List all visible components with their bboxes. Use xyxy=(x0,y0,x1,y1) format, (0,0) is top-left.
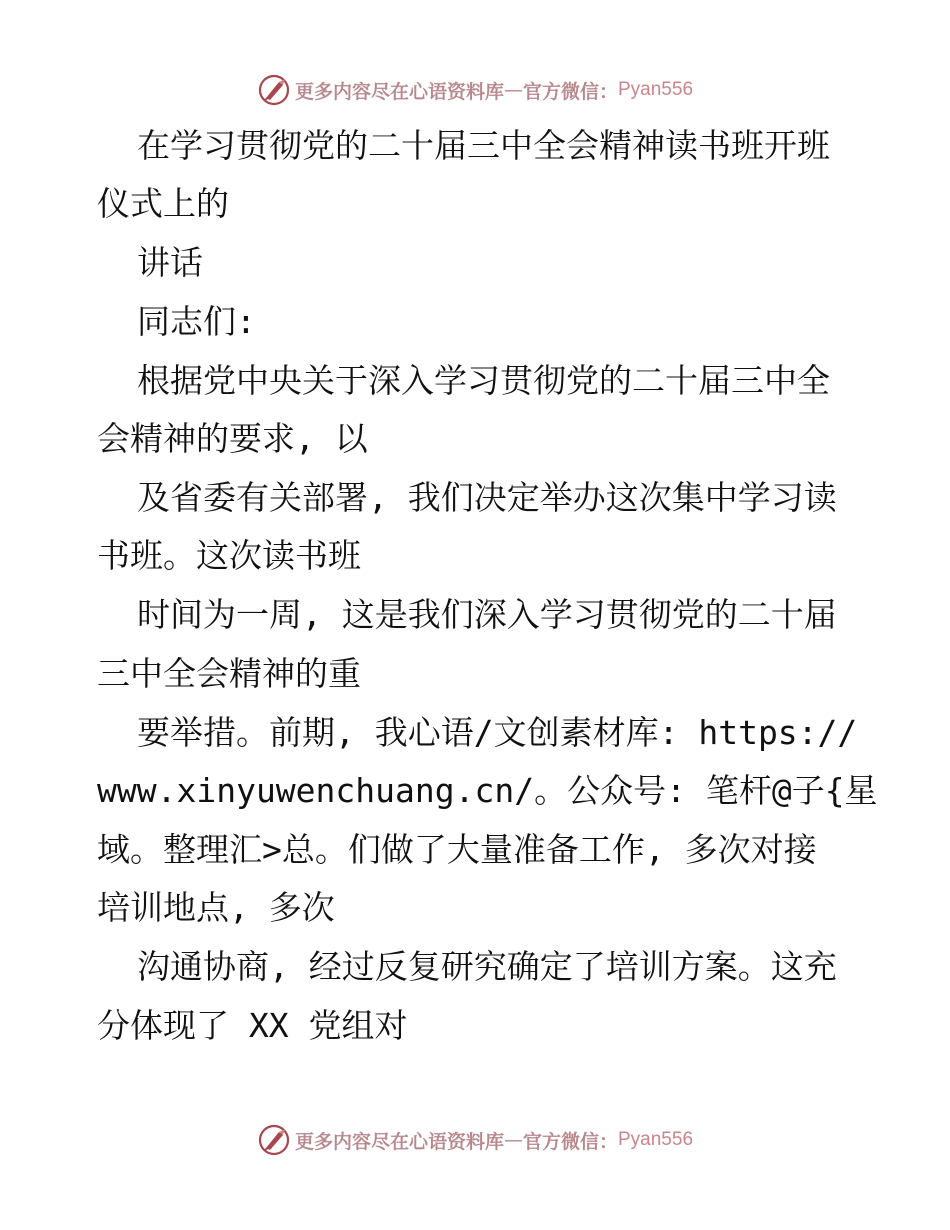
watermark-id: Pyan556 xyxy=(618,1129,694,1150)
footer-watermark xyxy=(0,1120,950,1160)
text-line: 仪式上的 xyxy=(97,184,229,223)
text-line: 讲话 xyxy=(137,243,203,282)
text-line: 分体现了 XX 党组对 xyxy=(97,1006,408,1045)
quill-logo-icon xyxy=(257,1123,291,1157)
header-watermark xyxy=(0,70,950,110)
text-line: 根据党中央关于深入学习贯彻党的二十届三中全 xyxy=(137,361,830,400)
watermark-separator: — xyxy=(503,79,523,101)
text-line: 书班。这次读书班 xyxy=(97,536,361,575)
watermark-text: 更多内容尽在心语资料库 xyxy=(294,80,504,103)
text-line: 同志们: xyxy=(137,302,256,341)
text-line: 域。整理汇>总。们做了大量准备工作, 多次对接 xyxy=(97,830,817,869)
text-line: 三中全会精神的重 xyxy=(97,654,361,693)
watermark-text: 更多内容尽在心语资料库 xyxy=(294,1130,504,1153)
text-line: 沟通协商, 经过反复研究确定了培训方案。这充 xyxy=(137,947,837,986)
text-line: 时间为一周, 这是我们深入学习贯彻党的二十届 xyxy=(137,595,837,634)
watermark-label: 官方微信： xyxy=(522,1130,618,1153)
text-line: 及省委有关部署, 我们决定举办这次集中学习读 xyxy=(137,478,837,517)
text-line: 培训地点, 多次 xyxy=(97,888,335,927)
text-line: 会精神的要求, 以 xyxy=(97,419,368,458)
text-line: 在学习贯彻党的二十届三中全会精神读书班开班 xyxy=(137,126,830,165)
text-line: www.xinyuwenchuang.cn/。公众号: 笔杆@子{星 xyxy=(97,771,878,810)
quill-logo-icon xyxy=(257,73,291,107)
watermark-label: 官方微信： xyxy=(522,80,618,103)
watermark-id: Pyan556 xyxy=(618,79,694,100)
watermark-separator: — xyxy=(503,1129,523,1151)
text-line: 要举措。前期, 我心语/文创素材库: https:// xyxy=(137,713,858,752)
